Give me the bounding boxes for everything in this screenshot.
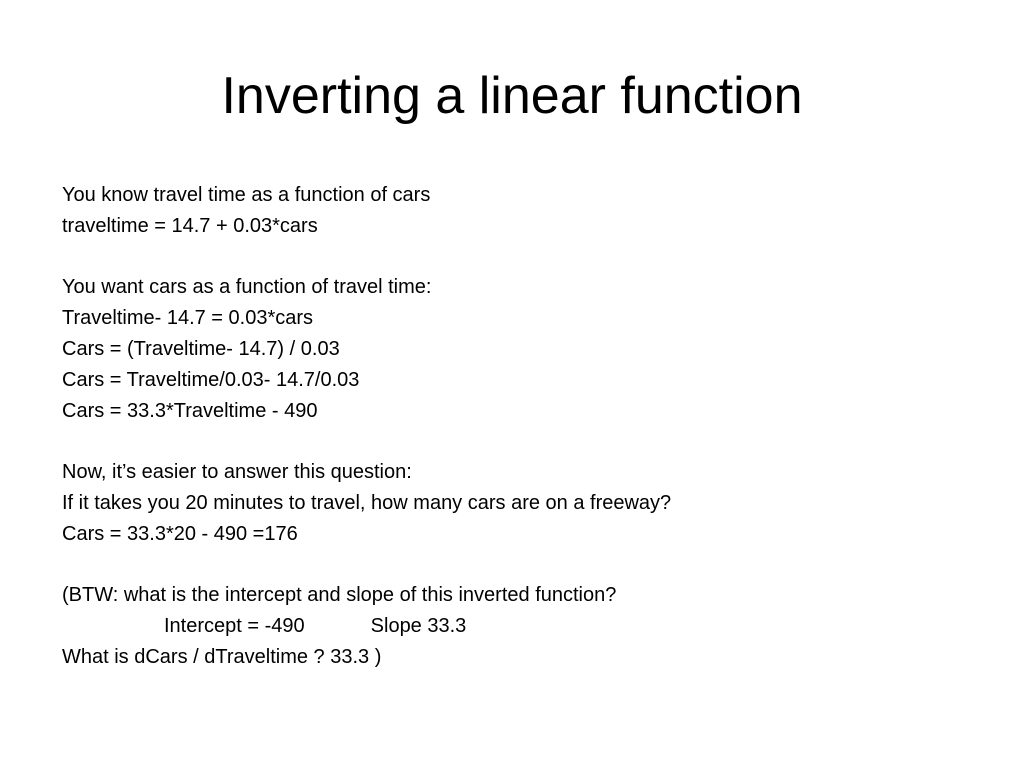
intercept-text: Intercept = -490: [164, 615, 305, 638]
text-line: Cars = Traveltime/0.03- 14.7/0.03: [62, 368, 360, 391]
text-line: Cars = 33.3*Traveltime - 490: [62, 399, 318, 422]
text-line: Cars = (Traveltime- 14.7) / 0.03: [62, 337, 340, 360]
text-line: What is dCars / dTraveltime ? 33.3 ): [62, 645, 382, 668]
text-line: You know travel time as a function of cars: [62, 184, 431, 206]
slide-title: Inverting a linear function: [221, 67, 803, 125]
text-line: Cars = 33.3*20 - 490 =176: [62, 522, 298, 545]
text-line: Traveltime- 14.7 = 0.03*cars: [62, 307, 314, 330]
text-line: (BTW: what is the intercept and slope of this inverted function?: [62, 584, 617, 607]
indented-line: [62, 611, 982, 642]
text-line: You want cars as a function of travel time:: [62, 276, 432, 299]
spacer: [62, 426, 982, 457]
spacer: [62, 550, 982, 581]
text-line: traveltime = 14.7 + 0.03*cars: [62, 214, 318, 237]
text-line: If it takes you 20 minutes to travel, how many cars are on a freeway?: [62, 491, 672, 514]
text-line: Now, it’s easier to answer this question:: [62, 461, 412, 484]
slide-body: [62, 180, 982, 673]
spacer: [62, 242, 982, 273]
slope-text: Slope 33.3: [370, 615, 467, 638]
